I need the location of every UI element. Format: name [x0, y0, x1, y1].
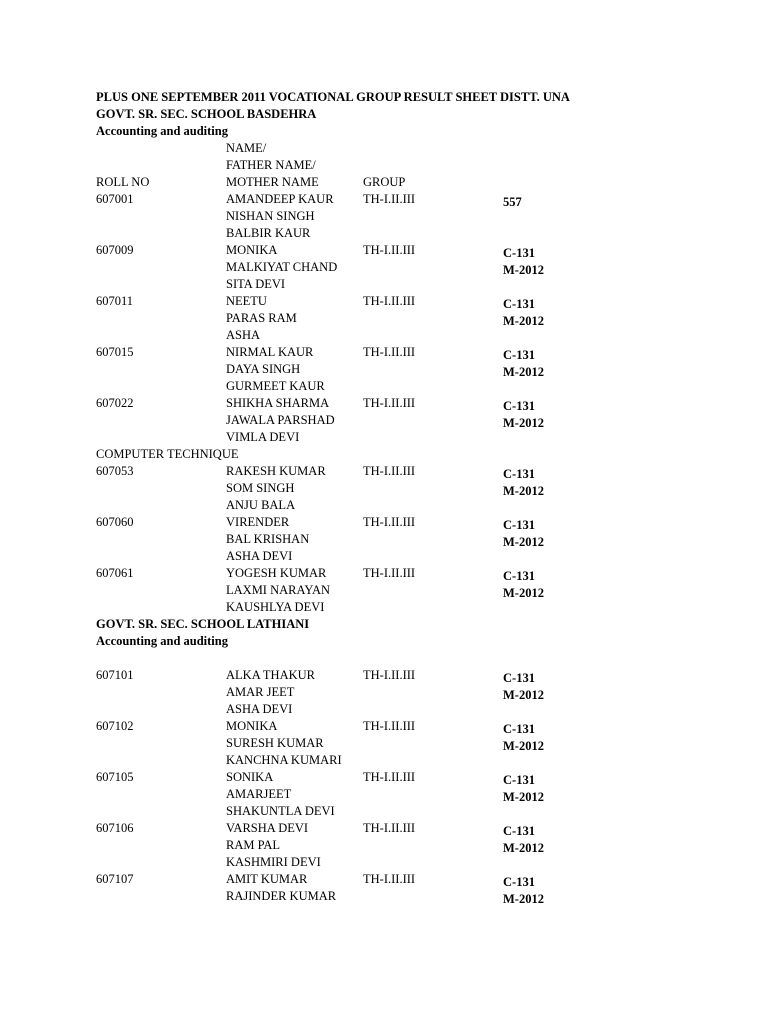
blank-line — [96, 650, 736, 667]
mother-name: VIMLA DEVI — [226, 430, 300, 444]
school-name: GOVT. SR. SEC. SCHOOL LATHIANI — [96, 617, 310, 631]
group-code: TH-I.II.III — [363, 396, 416, 410]
result-value: M-2012 — [503, 586, 544, 600]
student-name: SONIKA — [226, 770, 274, 784]
student-name: RAKESH KUMAR — [226, 464, 326, 478]
student-names — [226, 769, 363, 820]
result-value: 557 — [503, 195, 522, 209]
student-names — [226, 718, 363, 769]
group-header: GROUP — [363, 175, 406, 189]
name-header-line: NAME/ — [226, 141, 267, 155]
result-notes — [503, 395, 736, 432]
result-value: C-131 — [503, 399, 535, 413]
mother-name: KASHMIRI DEVI — [226, 855, 321, 869]
result-value: C-131 — [503, 722, 535, 736]
student-record — [96, 667, 736, 718]
result-value: M-2012 — [503, 841, 544, 855]
subject-name: Accounting and auditing — [96, 634, 228, 648]
result-notes — [503, 242, 736, 279]
roll-number: 607102 — [96, 719, 134, 733]
result-notes — [503, 769, 736, 806]
roll-number: 607011 — [96, 294, 134, 308]
result-value: C-131 — [503, 569, 535, 583]
student-name: NEETU — [226, 294, 267, 308]
result-notes — [503, 191, 736, 211]
roll-number: 607060 — [96, 515, 134, 529]
school-name: GOVT. SR. SEC. SCHOOL BASDEHRA — [96, 107, 317, 121]
student-names — [226, 820, 363, 871]
mother-name: ASHA DEVI — [226, 702, 293, 716]
student-names — [226, 565, 363, 616]
group-code: TH-I.II.III — [363, 192, 416, 206]
roll-number: 607015 — [96, 345, 134, 359]
result-value: C-131 — [503, 671, 535, 685]
mother-name: ASHA — [226, 328, 261, 342]
result-value: M-2012 — [503, 416, 544, 430]
student-names — [226, 293, 363, 344]
father-name: MALKIYAT CHAND — [226, 260, 338, 274]
group-code: TH-I.II.III — [363, 345, 416, 359]
father-name: DAYA SINGH — [226, 362, 301, 376]
father-name: PARAS RAM — [226, 311, 297, 325]
father-name: AMARJEET — [226, 787, 292, 801]
result-notes — [503, 718, 736, 755]
result-notes — [503, 667, 736, 704]
father-name: RAJINDER KUMAR — [226, 889, 337, 903]
student-record — [96, 242, 736, 293]
student-record — [96, 514, 736, 565]
roll-number: 607106 — [96, 821, 134, 835]
student-record — [96, 718, 736, 769]
student-record — [96, 395, 736, 446]
result-value: C-131 — [503, 467, 535, 481]
roll-number: 607101 — [96, 668, 134, 682]
result-value: M-2012 — [503, 790, 544, 804]
mother-name: KANCHNA KUMARI — [226, 753, 342, 767]
student-record — [96, 191, 736, 242]
mother-name: ANJU BALA — [226, 498, 296, 512]
student-record — [96, 820, 736, 871]
roll-number: 607022 — [96, 396, 134, 410]
student-record — [96, 871, 736, 908]
name-header-line: FATHER NAME/ — [226, 158, 316, 172]
section-label: COMPUTER TECHNIQUE — [96, 447, 239, 461]
group-code: TH-I.II.III — [363, 821, 416, 835]
student-name: VIRENDER — [226, 515, 290, 529]
result-value: C-131 — [503, 824, 535, 838]
mother-name: ASHA DEVI — [226, 549, 293, 563]
result-value: M-2012 — [503, 484, 544, 498]
student-record — [96, 565, 736, 616]
document-title: PLUS ONE SEPTEMBER 2011 VOCATIONAL GROUP RESULT SHEET DISTT. UNA — [96, 90, 570, 104]
result-notes — [503, 514, 736, 551]
result-notes — [503, 565, 736, 602]
result-notes — [503, 820, 736, 857]
student-names — [226, 871, 363, 905]
student-names — [226, 395, 363, 446]
group-code: TH-I.II.III — [363, 770, 416, 784]
result-value: C-131 — [503, 246, 535, 260]
result-value: M-2012 — [503, 892, 544, 906]
student-names — [226, 463, 363, 514]
result-value: M-2012 — [503, 739, 544, 753]
student-name: VARSHA DEVI — [226, 821, 309, 835]
roll-number: 607009 — [96, 243, 134, 257]
group-code: TH-I.II.III — [363, 464, 416, 478]
result-notes — [503, 871, 736, 908]
student-record — [96, 344, 736, 395]
student-names — [226, 191, 363, 242]
group-code: TH-I.II.III — [363, 566, 416, 580]
roll-number: 607001 — [96, 192, 134, 206]
result-value: C-131 — [503, 773, 535, 787]
result-value: C-131 — [503, 348, 535, 362]
father-name: AMAR JEET — [226, 685, 295, 699]
father-name: BAL KRISHAN — [226, 532, 310, 546]
student-record — [96, 463, 736, 514]
father-name: SURESH KUMAR — [226, 736, 324, 750]
mother-name: SHAKUNTLA DEVI — [226, 804, 335, 818]
father-name: NISHAN SINGH — [226, 209, 315, 223]
mother-name: BALBIR KAUR — [226, 226, 311, 240]
student-name: MONIKA — [226, 719, 278, 733]
group-code: TH-I.II.III — [363, 515, 416, 529]
student-name: MONIKA — [226, 243, 278, 257]
result-value: M-2012 — [503, 263, 544, 277]
father-name: LAXMI NARAYAN — [226, 583, 331, 597]
roll-no-header: ROLL NO — [96, 175, 150, 189]
student-name: SHIKHA SHARMA — [226, 396, 330, 410]
student-names — [226, 344, 363, 395]
group-code: TH-I.II.III — [363, 294, 416, 308]
result-notes — [503, 293, 736, 330]
mother-name: GURMEET KAUR — [226, 379, 325, 393]
result-value: C-131 — [503, 875, 535, 889]
result-notes — [503, 344, 736, 381]
father-name: RAM PAL — [226, 838, 281, 852]
result-value: C-131 — [503, 518, 535, 532]
student-names — [226, 667, 363, 718]
group-code: TH-I.II.III — [363, 668, 416, 682]
student-name: ALKA THAKUR — [226, 668, 316, 682]
student-name: AMIT KUMAR — [226, 872, 308, 886]
result-notes — [503, 463, 736, 500]
mother-name: KAUSHLYA DEVI — [226, 600, 325, 614]
name-header-line: MOTHER NAME — [226, 175, 319, 189]
roll-number: 607107 — [96, 872, 134, 886]
student-names — [226, 514, 363, 565]
result-sheet — [96, 89, 736, 908]
student-name: YOGESH KUMAR — [226, 566, 327, 580]
group-code: TH-I.II.III — [363, 719, 416, 733]
roll-number: 607105 — [96, 770, 134, 784]
roll-number: 607061 — [96, 566, 134, 580]
name-header — [226, 140, 363, 191]
student-record — [96, 769, 736, 820]
student-name: AMANDEEP KAUR — [226, 192, 334, 206]
result-value: M-2012 — [503, 535, 544, 549]
father-name: SOM SINGH — [226, 481, 295, 495]
group-code: TH-I.II.III — [363, 243, 416, 257]
subject-name: Accounting and auditing — [96, 124, 228, 138]
roll-number: 607053 — [96, 464, 134, 478]
result-value: C-131 — [503, 297, 535, 311]
result-value: M-2012 — [503, 688, 544, 702]
result-value: M-2012 — [503, 314, 544, 328]
group-code: TH-I.II.III — [363, 872, 416, 886]
result-value: M-2012 — [503, 365, 544, 379]
student-name: NIRMAL KAUR — [226, 345, 314, 359]
mother-name: SITA DEVI — [226, 277, 286, 291]
column-headers — [96, 140, 736, 191]
student-record — [96, 293, 736, 344]
student-names — [226, 242, 363, 293]
schools-container — [96, 106, 736, 908]
father-name: JAWALA PARSHAD — [226, 413, 335, 427]
